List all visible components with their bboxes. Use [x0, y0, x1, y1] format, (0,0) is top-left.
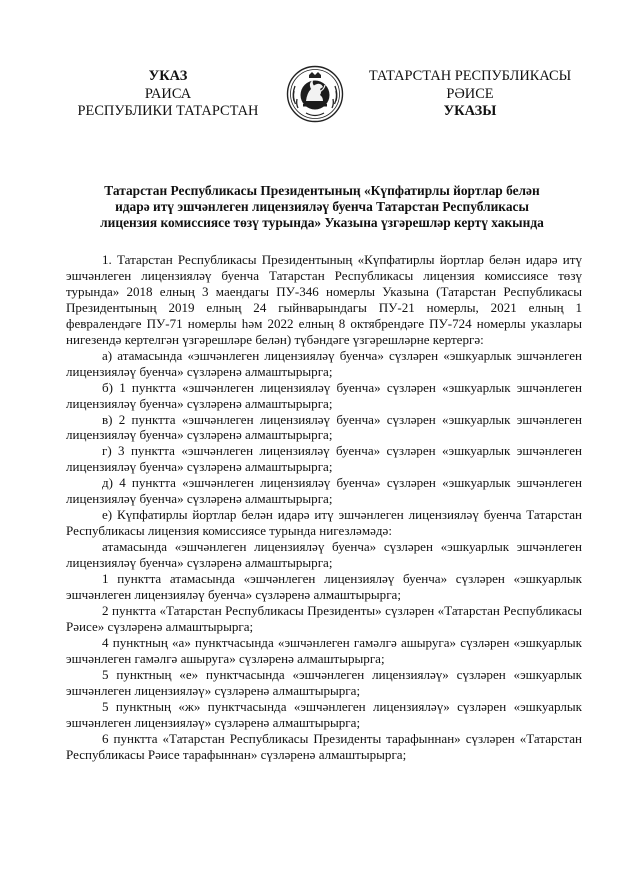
paragraph-e-p5zh: 5 пунктның «ж» пунктчасында «эшчәнлеген лицензияләү» сүзләрен «эшкуарлык эшчәнлеген лицензияләү» сүзләренә алмаштырырга; — [66, 698, 582, 730]
title-line1: Татарстан Республикасы Президентының «Күпфатирлы йортлар белән — [104, 183, 540, 198]
paragraph-e-p5e: 5 пунктның «е» пунктчасында «эшчәнлеген лицензияләү» сүзләрен «эшкуарлык эшчәнлеген лицензияләү» сүзләренә алмаштырырга; — [66, 666, 582, 698]
paragraph-e-title: атамасында «эшчәнлеген лицензияләү буенча» сүзләрен «эшкуарлык эшчәнлеген лицензияләү буенча» сүзләренә алмаштырырга; — [66, 539, 582, 571]
header-right-line1: ТАТАРСТАН РЕСПУБЛИКАСЫ — [368, 68, 572, 84]
paragraph-e-p2: 2 пунктта «Татарстан Республикасы Президенты» сүзләрен «Татарстан Республикасы Рәисе» сүзләренә алмаштырырга; — [66, 602, 582, 634]
header-right-line2: РӘИСЕ — [446, 85, 494, 102]
document-title — [62, 183, 582, 231]
header-right-line3: УКАЗЫ — [443, 103, 497, 119]
paragraph-1: 1. Татарстан Республикасы Президентының «Күпфатирлы йортлар белән идарә итү эшчәнлеген лицензияләү буенча Татарстан Республикасы лицензия комиссиясе төзү турында» 2018 елның 3 маендагы ПУ-346 номерлы Указына (Татарстан Республикасы Президентының 2019 елның 24 гыйнварындагы ПУ-21 номерлы, 2021 елның 1 февралендәге ПУ-71 номерлы һәм 2022 елның 8 октябрендәге ПУ-724 номерлы указлары нигезендә кертелгән үзгәрешләре белән) түбәндәге үзгәрешләрне кертергә: — [66, 252, 582, 347]
tatarstan-coat-of-arms-icon — [286, 64, 344, 124]
header-left-line2: РАИСА — [144, 85, 192, 102]
document-header — [0, 64, 640, 128]
title-line2: идарә итү эшчәнлеген лицензияләү буенча Татарстан Республикасы — [115, 198, 529, 214]
paragraph-b: б) 1 пунктта «эшчәнлеген лицензияләү буенча» сүзләрен «эшкуарлык эшчәнлеген лицензияләү буенча» сүзләренә алмаштырырга; — [66, 379, 582, 411]
document-body — [66, 252, 582, 763]
paragraph-e-p6: 6 пунктта «Татарстан Республикасы Президенты тарафыннан» сүзләрен «Татарстан Республикасы Рәисе тарафыннан» сүзләренә алмаштырырга; — [66, 730, 582, 762]
paragraph-e-p4a: 4 пунктның «а» пунктчасында «эшчәнлеген гамәлгә ашыруга» сүзләрен «эшкуарлык эшчәнлеген гамәлгә ашыруга» сүзләренә алмаштырырга; — [66, 634, 582, 666]
paragraph-e: е) Күпфатирлы йортлар белән идарә итү эшчәнлеген лицензияләү буенча Татарстан Республикасы лицензия комиссиясе турында нигезләмәдә: — [66, 507, 582, 539]
paragraph-d: д) 4 пунктта «эшчәнлеген лицензияләү буенча» сүзләрен «эшкуарлык эшчәнлеген лицензияләү буенча» сүзләренә алмаштырырга; — [66, 475, 582, 507]
header-left-block — [62, 68, 274, 121]
paragraph-g: г) 3 пунктта «эшчәнлеген лицензияләү буенча» сүзләрен «эшкуарлык эшчәнлеген лицензияләү буенча» сүзләренә алмаштырырга; — [66, 443, 582, 475]
header-left-line3: РЕСПУБЛИКИ ТАТАРСТАН — [77, 103, 259, 119]
header-left-line1: УКАЗ — [148, 68, 188, 84]
title-line3: лицензия комиссиясе төзү турында» Указына үзгәрешләр кертү хакында — [100, 214, 544, 230]
paragraph-v: в) 2 пунктта «эшчәнлеген лицензияләү буенча» сүзләрен «эшкуарлык эшчәнлеген лицензияләү буенча» сүзләренә алмаштырырга; — [66, 411, 582, 443]
header-right-block — [360, 68, 580, 121]
paragraph-a: а) атамасында «эшчәнлеген лицензияләү буенча» сүзләрен «эшкуарлык эшчәнлеген лицензияләү буенча» сүзләренә алмаштырырга; — [66, 347, 582, 379]
paragraph-e-p1: 1 пунктта атамасында «эшчәнлеген лицензияләү буенча» сүзләрен «эшкуарлык эшчәнлеген лицензияләү буенча» сүзләренә алмаштырырга; — [66, 571, 582, 603]
